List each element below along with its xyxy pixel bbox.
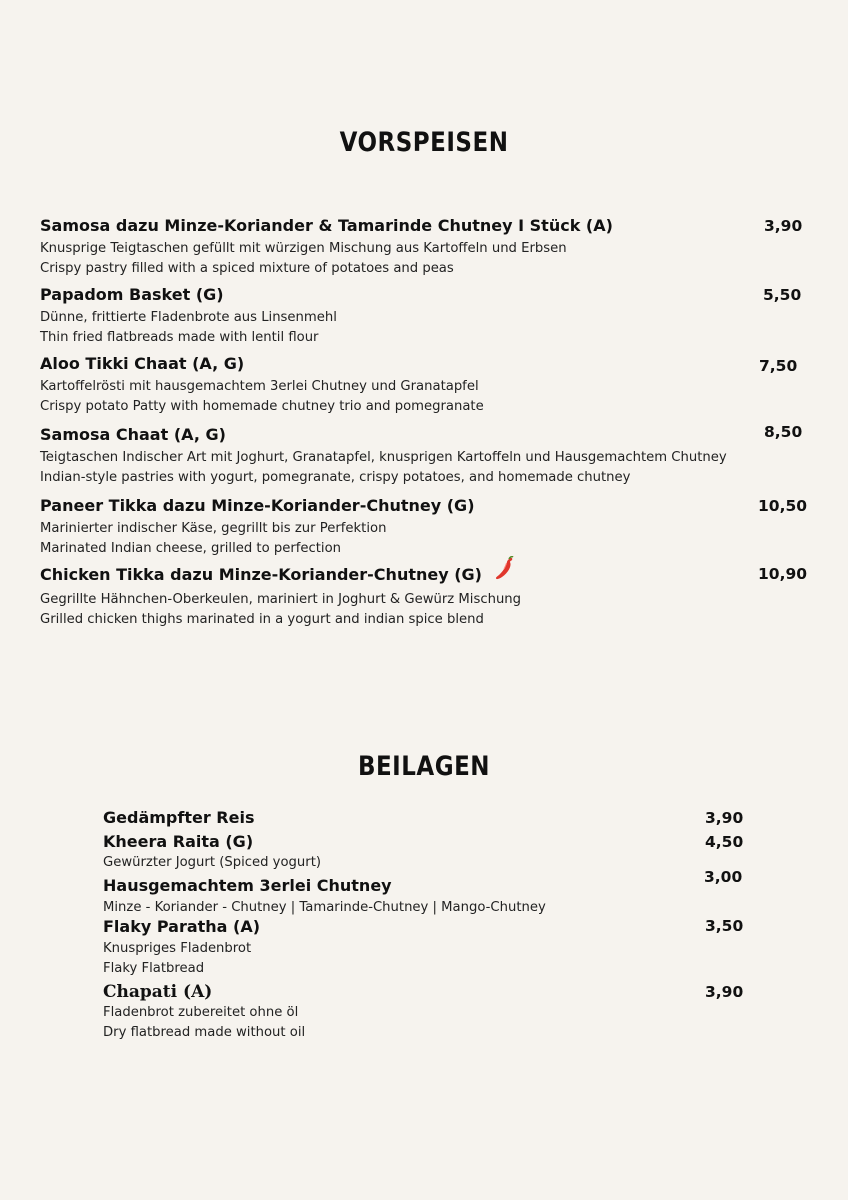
item-desc-de: Dünne, frittierte Fladenbrote aus Linsenmehl [40,310,337,325]
item-name: Chicken Tikka dazu Minze-Koriander-Chutney (G) [40,565,482,584]
item-price: 8,50 [764,423,803,441]
item-desc-de: Gewürzter Jogurt (Spiced yogurt) [103,855,322,870]
item-price: 7,50 [759,357,798,375]
item-name: Flaky Paratha (A) [103,917,261,936]
item-desc-en: Dry flatbread made without oil [103,1025,306,1040]
item-desc-en: Indian-style pastries with yogurt, pomegranate, crispy potatoes, and homemade chutney [40,470,631,485]
menu-item [103,876,546,918]
menu-item [40,564,521,630]
item-desc-de: Gegrillte Hähnchen-Oberkeulen, mariniert in Joghurt & Gewürz Mischung [40,592,522,607]
item-name: Paneer Tikka dazu Minze-Koriander-Chutney (G) [40,496,475,515]
menu-item [40,496,475,559]
item-desc-en: Marinated Indian cheese, grilled to perfection [40,541,342,556]
section-title-beilagen: BEILAGEN [357,752,491,782]
menu-item [103,832,321,873]
item-desc-de: Knuspriges Fladenbrot [103,941,252,956]
item-name-row [40,564,521,587]
item-desc-en: Grilled chicken thighs marinated in a yogurt and indian spice blend [40,612,484,627]
item-desc-en: Flaky Flatbread [103,961,205,976]
item-price: 5,50 [763,286,802,304]
section-title-vorspeisen: VORSPEISEN [339,128,509,158]
menu-item [103,982,305,1043]
chili-pepper-icon [494,556,516,587]
item-desc-de: Knusprige Teigtaschen gefüllt mit würzigen Mischung aus Kartoffeln und Erbsen [40,241,567,256]
item-desc-de: Kartoffelrösti mit hausgemachtem 3erlei Chutney und Granatapfel [40,379,479,394]
item-name: Chapati (A) [103,982,213,1002]
item-price: 3,50 [705,917,744,935]
menu-item [40,425,727,488]
item-desc-en: Crispy potato Patty with homemade chutney trio and pomegranate [40,399,484,414]
item-name: Kheera Raita (G) [103,832,254,851]
item-desc-en: Crispy pastry filled with a spiced mixture of potatoes and peas [40,261,454,276]
item-desc-en: Thin fried flatbreads made with lentil flour [40,330,319,345]
item-desc-de: Fladenbrot zubereitet ohne öl [103,1005,299,1020]
item-price: 3,90 [705,983,744,1001]
item-name: Aloo Tikki Chaat (A, G) [40,354,245,373]
item-name: Samosa Chaat (A, G) [40,425,226,444]
item-desc-de: Minze - Koriander - Chutney | Tamarinde-Chutney | Mango-Chutney [103,900,546,915]
menu-item [40,354,484,417]
item-name: Gedämpfter Reis [103,808,255,827]
item-price: 10,50 [758,497,808,515]
menu-item [103,808,254,828]
menu-item [40,216,613,279]
item-price: 10,90 [758,565,808,583]
item-price: 3,00 [704,868,743,886]
item-price: 3,90 [764,217,803,235]
item-price: 4,50 [705,833,744,851]
item-desc-de: Marinierter indischer Käse, gegrillt bis zur Perfektion [40,521,387,536]
menu-item [103,917,260,979]
item-price: 3,90 [705,809,744,827]
item-name: Papadom Basket (G) [40,285,224,304]
item-desc-de: Teigtaschen Indischer Art mit Joghurt, Granatapfel, knusprigen Kartoffeln und Hausgemachtem Chutney [40,450,727,465]
menu-item [40,285,337,348]
item-name: Hausgemachtem 3erlei Chutney [103,876,392,895]
item-name: Samosa dazu Minze-Koriander & Tamarinde Chutney I Stück (A) [40,216,613,235]
